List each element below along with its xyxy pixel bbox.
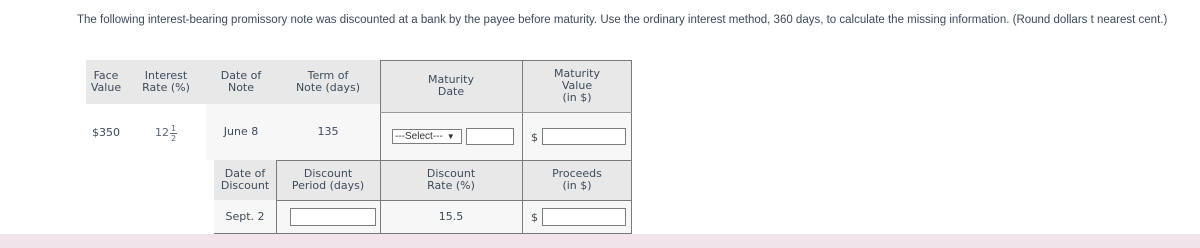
date-of-note: June 8 (206, 104, 276, 160)
maturity-value-currency: $ (531, 131, 538, 144)
footer-band (0, 234, 1200, 248)
maturity-value-input[interactable] (542, 128, 626, 145)
header-term-of-note: Term of Note (days) (276, 60, 380, 104)
header-date-of-note: Date of Note (206, 60, 276, 104)
header-proceeds: Proceeds (in $) (522, 160, 632, 200)
face-value: $350 (86, 104, 126, 162)
maturity-month-select[interactable] (392, 129, 462, 144)
header-maturity-date: Maturity Date (380, 60, 522, 112)
header-interest-rate: Interest Rate (%) (126, 60, 206, 104)
discount-rate: 15.5 (380, 200, 522, 234)
term-of-note: 135 (276, 104, 380, 160)
interest-rate (126, 104, 206, 162)
problem-instructions: The following interest-bearing promissory note was discounted at a bank by the payee before maturity. Use the ordinary interest method, 360 days, to calculate the missing information. (Round dollars t nearest cent.) (77, 14, 1168, 26)
interest-rate-fraction (155, 124, 177, 143)
interest-rate-denominator: 2 (170, 133, 177, 143)
proceeds-currency: $ (531, 211, 538, 224)
maturity-month-select-label: ---Select--- (395, 131, 443, 142)
header-face-value: Face Value (86, 60, 126, 104)
header-discount-rate: Discount Rate (%) (380, 160, 522, 200)
proceeds-input[interactable] (542, 208, 626, 226)
date-of-discount: Sept. 2 (214, 200, 276, 234)
discount-period-input[interactable] (290, 208, 376, 226)
header-date-of-discount: Date of Discount (214, 160, 276, 200)
header-discount-period: Discount Period (days) (276, 160, 380, 200)
interest-rate-numerator: 1 (170, 123, 177, 133)
interest-rate-whole: 12 (155, 126, 169, 139)
chevron-down-icon: ▼ (446, 132, 455, 141)
maturity-day-input[interactable] (466, 128, 514, 145)
header-maturity-value: Maturity Value (in $) (522, 60, 632, 112)
